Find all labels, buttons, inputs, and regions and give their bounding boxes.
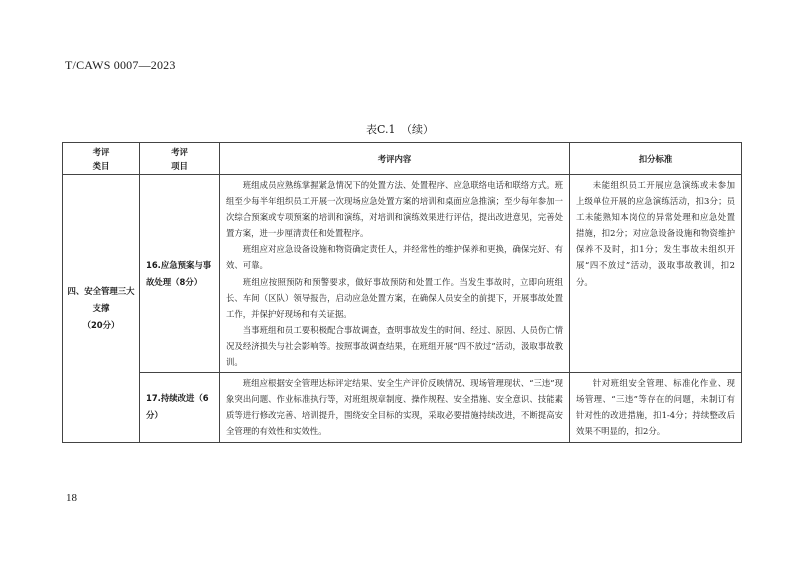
item-line-1: 16.应急预案与事	[146, 259, 212, 270]
category-line-3: （20分）	[82, 319, 120, 330]
content-paragraph: 班组应根据安全管理达标评定结果、安全生产评价反映情况、现场管理现状、“三违”现象突出问题、作业标准执行等，对班组规章制度、操作规程、安全措施、安全意识、技能素质等进行修改完善、培训提升，围绕安全目标的实现，采取必要措施持续改进，不断提高安全管理的有效性和实效性。	[226, 378, 563, 437]
content-cell-emergency	[220, 175, 570, 373]
content-paragraph: 当事班组和员工要积极配合事故调查，查明事故发生的时间、经过、原因、人员伤亡情况及经济损失与社会影响等。按照事故调查结果，在班组开展“四不放过”活动，汲取事故教训。	[226, 324, 563, 368]
item-cell-emergency	[140, 175, 220, 373]
content-paragraph: 班组应对应急设备设施和物资确定责任人，并经常性的维护保养和更换，确保完好、有效、可靠。	[226, 244, 563, 271]
header-item-line-1: 考评	[171, 146, 188, 157]
content-cell-improvement	[220, 373, 570, 442]
item-line-1: 17.持续改进（6分）	[146, 393, 209, 421]
table-header-row	[63, 143, 742, 175]
table-row	[63, 373, 742, 442]
deduction-paragraph: 未能组织员工开展应急演练或未参加上级单位开展的应急演练活动，扣3分；员工未能熟知本岗位的异常处理和应急处置措施，扣2分；对应急设备设施和物资维护保养不及时，扣1分；发生事故未组织开展“四不放过”活动，汲取事故教训，扣2分。	[576, 180, 735, 287]
document-code: T/CAWS 0007—2023	[65, 58, 176, 72]
category-line-2: 支撑	[92, 302, 110, 313]
table-caption: 表C.1 （续）	[365, 123, 435, 136]
header-content: 考评内容	[220, 143, 570, 175]
deduction-cell-emergency	[570, 175, 742, 373]
header-item-line-2: 项目	[171, 160, 188, 171]
header-deduction: 扣分标准	[570, 143, 742, 175]
item-line-2: 故处理（8分）	[146, 276, 203, 287]
content-paragraph: 班组应按照预防和预警要求，做好事故预防和处置工作。当发生事故时，立即向班组长、车间（区队）领导报告，启动应急处置方案，在确保人员安全的前提下，开展事故处置工作，并保护好现场和有关证据。	[226, 276, 563, 319]
deduction-cell-improvement	[570, 373, 742, 442]
page-number: 18	[66, 492, 77, 504]
evaluation-criteria-table	[62, 142, 742, 443]
header-category	[63, 143, 140, 175]
item-cell-improvement	[140, 373, 220, 442]
category-line-1: 四、安全管理三大	[67, 285, 135, 296]
header-item	[140, 143, 220, 175]
deduction-paragraph: 针对班组安全管理、标准化作业、现场管理、“三违”等存在的问题，未制订有针对性的改进措施，扣1-4分；持续整改后效果不明显的，扣2分。	[576, 378, 735, 437]
content-paragraph: 班组成员应熟练掌握紧急情况下的处置方法、处置程序、应急联络电话和联络方式。班组至少每半年组织员工开展一次现场应急处置方案的培训和桌面应急推演；至少每年参加一次综合预案或专项预案的培训和演练，对培训和演练效果进行评估，提出改进意见，完善处置方案，进一步厘清责任和处置程序。	[226, 180, 563, 239]
header-category-line-2: 类目	[92, 160, 110, 171]
table-row	[63, 175, 742, 373]
category-cell	[63, 175, 140, 443]
header-category-line-1: 考评	[92, 146, 110, 157]
